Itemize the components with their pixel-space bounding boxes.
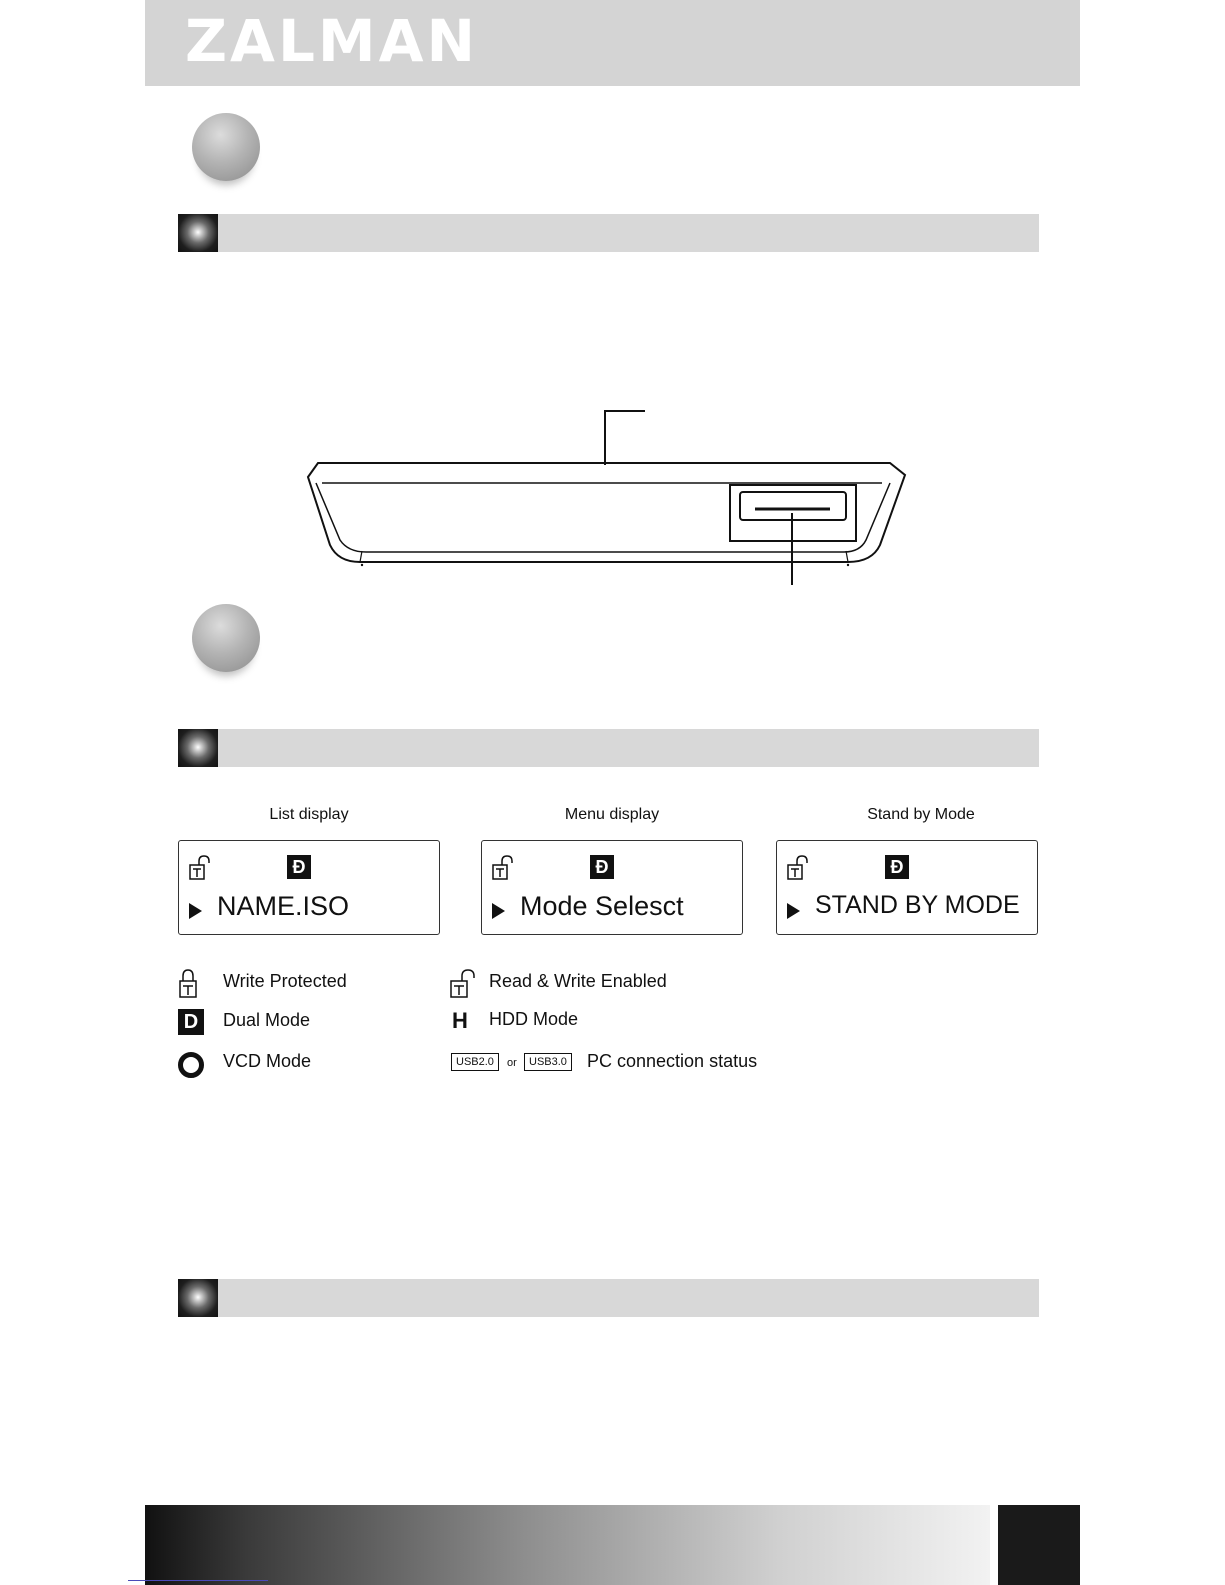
lcd-text: STAND BY MODE — [815, 891, 1020, 919]
usb2-badge: USB2.0 — [451, 1053, 499, 1071]
device-body — [308, 463, 905, 562]
legend-read-write: Read & Write Enabled — [489, 971, 667, 991]
section-marker-sphere — [192, 113, 260, 181]
or-label: or — [507, 1057, 517, 1069]
section-bullet-icon — [178, 1279, 218, 1317]
dual-mode-icon: Ð — [590, 855, 614, 879]
legend-vcd-mode: VCD Mode — [223, 1051, 312, 1071]
usb3-badge: USB3.0 — [524, 1053, 572, 1071]
legend-hdd-mode: HDD Mode — [489, 1009, 579, 1029]
legend-pc-connection: PC connection status — [587, 1051, 758, 1071]
unlocked-icon — [787, 855, 809, 881]
device-side-diagram — [300, 405, 920, 590]
lcd-panel-standby — [776, 840, 1038, 935]
section-bullet-icon — [178, 214, 218, 252]
play-arrow-icon — [492, 903, 505, 919]
lcd-text: Mode Selesct — [520, 891, 684, 921]
unlocked-icon — [189, 855, 211, 881]
locked-icon — [178, 969, 202, 999]
header-bar — [145, 0, 1080, 86]
unlocked-icon — [492, 855, 514, 881]
lcd-panel-list — [178, 840, 440, 935]
legend-write-protected: Write Protected — [223, 971, 347, 991]
dual-mode-icon: D — [178, 1009, 204, 1035]
panel-label: Stand by Mode — [867, 806, 975, 823]
footer-gradient-bar — [145, 1505, 990, 1585]
panel-label: List display — [269, 806, 349, 823]
leader-line-top — [605, 411, 645, 465]
section-bar — [178, 214, 1039, 252]
play-arrow-icon — [787, 903, 800, 919]
footer-underline — [128, 1580, 268, 1581]
lcd-text: NAME.ISO — [217, 891, 350, 921]
section-marker-sphere — [192, 604, 260, 672]
vcd-mode-icon — [178, 1052, 204, 1078]
hdd-mode-icon: H — [452, 1008, 468, 1033]
dual-mode-icon: Ð — [287, 855, 311, 879]
footer-page-block — [998, 1505, 1080, 1585]
unlocked-icon — [450, 969, 476, 999]
section-bar — [178, 729, 1039, 767]
legend-dual-mode: Dual Mode — [223, 1010, 311, 1030]
play-arrow-icon — [189, 903, 202, 919]
section-bullet-icon — [178, 729, 218, 767]
panel-label: Menu display — [564, 806, 660, 823]
section-bar — [178, 1279, 1039, 1317]
lcd-panel-menu — [481, 840, 743, 935]
zalman-logo: ZALMAN — [185, 7, 479, 75]
dual-mode-icon: Ð — [885, 855, 909, 879]
